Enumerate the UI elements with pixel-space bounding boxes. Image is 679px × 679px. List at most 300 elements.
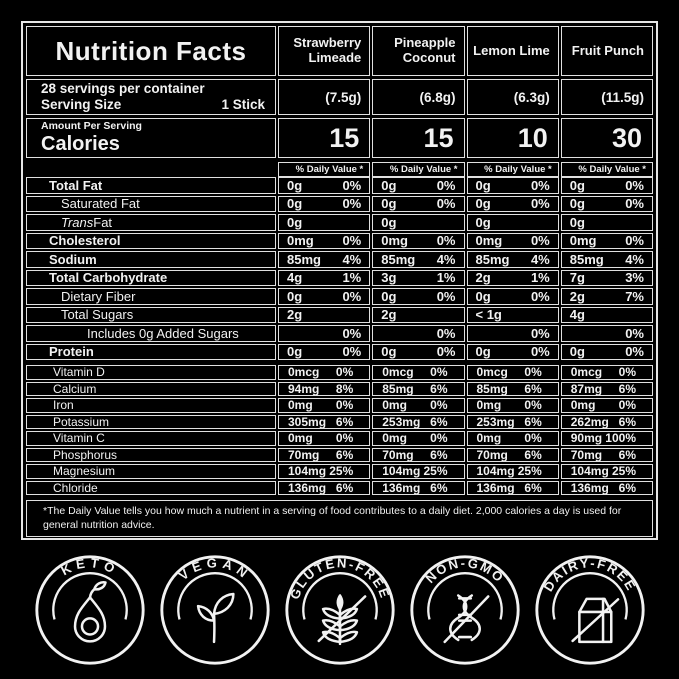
calories-value: 30	[561, 118, 653, 158]
vitamin-percent: 6%	[524, 381, 542, 396]
vitamin-amount: 136mg	[382, 480, 421, 495]
vitamin-value-cell	[372, 415, 464, 430]
vitamin-value-cell	[467, 464, 559, 479]
vitamin-row	[26, 431, 653, 446]
page-title: Nutrition Facts	[26, 26, 276, 76]
vitamin-rows	[26, 365, 653, 495]
vitamin-amount: 0mcg	[570, 365, 603, 380]
nutrient-value-cell	[278, 214, 370, 231]
nutrient-value-cell	[372, 177, 464, 194]
nutrient-value-cell	[278, 233, 370, 250]
nutrient-amount: 0g	[475, 344, 491, 360]
vitamin-percent: 0%	[430, 431, 448, 446]
nutrient-percent: 0%	[530, 288, 550, 304]
nutrient-amount: 0g	[381, 214, 397, 230]
nutrient-value-cell	[278, 288, 370, 305]
nutrient-percent: 1%	[342, 270, 362, 286]
nutrient-value-cell	[372, 196, 464, 213]
vitamin-percent: 6%	[618, 447, 636, 462]
nutrient-value-cell	[278, 177, 370, 194]
nutrient-amount: 0g	[287, 214, 303, 230]
nutrient-percent: 0%	[436, 233, 456, 249]
nutrient-amount: 0g	[475, 288, 491, 304]
vitamin-amount: 90mg	[570, 431, 603, 446]
vitamin-amount: 262mg	[570, 414, 609, 429]
vitamin-label-text: Phosphorus	[53, 447, 118, 462]
vitamin-amount: 104mg	[570, 464, 609, 479]
vitamin-label-text: Potassium	[53, 414, 110, 429]
nutrient-value-cell	[372, 307, 464, 324]
vitamin-row	[26, 464, 653, 479]
nutrient-percent: 0%	[530, 233, 550, 249]
nutrient-value-cell	[467, 307, 559, 324]
nutrient-amount: 85mg	[287, 251, 321, 267]
vitamin-label-text: Vitamin D	[53, 365, 105, 380]
vitamin-value-cell	[561, 382, 653, 397]
nutrient-label	[26, 233, 276, 250]
vitamin-label	[26, 382, 276, 397]
nutrient-value-cell	[467, 196, 559, 213]
nutrient-value-cell	[467, 251, 559, 268]
vitamin-amount: 0mg	[382, 431, 407, 446]
badge-label: NON-GMO	[421, 555, 508, 587]
nutrient-percent: 0%	[342, 196, 362, 212]
nutrient-amount: 85mg	[381, 251, 416, 267]
vitamin-label-text: Iron	[53, 398, 74, 413]
nutrient-amount: 0g	[569, 177, 585, 193]
nutrient-percent: 0%	[436, 325, 456, 341]
servings-per-container: 28 servings per container	[41, 80, 205, 96]
nutrient-label-text: Dietary Fiber	[61, 288, 136, 304]
vitamin-row	[26, 415, 653, 430]
vitamin-percent: 0%	[618, 365, 636, 380]
vitamin-percent: 25%	[611, 464, 636, 479]
serving-weight: (7.5g)	[278, 79, 370, 115]
calories-label: Calories	[41, 132, 120, 155]
nutrient-amount: 85mg	[475, 251, 510, 267]
amount-per-serving-label: Amount Per Serving	[41, 120, 142, 133]
nutrient-value-cell	[561, 196, 653, 213]
vitamin-percent: 6%	[618, 381, 636, 396]
nutrient-percent: 0%	[342, 288, 362, 304]
vitamin-percent: 0%	[335, 431, 354, 446]
wheat-icon	[318, 596, 364, 644]
nutrient-percent: 0%	[625, 344, 644, 360]
vitamin-percent: 6%	[335, 414, 354, 429]
nutrient-percent: 0%	[625, 233, 644, 249]
nutrient-value-cell	[467, 344, 559, 361]
nutrient-amount: < 1g	[475, 307, 502, 323]
daily-value-header: % Daily Value *	[467, 162, 559, 177]
vitamin-label	[26, 464, 276, 479]
nutrient-value-cell	[278, 196, 370, 213]
vitamin-percent: 25%	[329, 464, 354, 479]
nutrient-label	[26, 270, 276, 287]
nutrient-row	[26, 196, 653, 213]
vitamin-value-cell	[278, 481, 370, 496]
nutrient-label-text: Cholesterol	[49, 233, 121, 249]
nutrient-amount: 0g	[475, 214, 491, 230]
nutrient-value-cell	[278, 270, 370, 287]
nutrient-percent: 4%	[342, 251, 362, 267]
nutrient-label-text: Protein	[49, 344, 94, 360]
badge-label: GLUTEN-FREE	[286, 555, 393, 602]
vitamin-percent: 6%	[618, 480, 636, 495]
vitamin-percent: 8%	[335, 381, 354, 396]
nutrient-amount: 0g	[381, 288, 397, 304]
nutrient-percent: 0%	[625, 196, 644, 212]
vitamin-label	[26, 448, 276, 463]
vitamin-value-cell	[372, 382, 464, 397]
nutrient-amount: 0mg	[569, 233, 597, 249]
gluten-free-badge	[282, 552, 398, 668]
serving-weight: (11.5g)	[561, 79, 653, 115]
daily-value-footnote: *The Daily Value tells you how much a nutrient in a serving of food contributes to a daily diet. 2,000 calories a day is used for general nutrition advice.	[26, 500, 653, 537]
nutrient-percent: 0%	[625, 177, 644, 193]
vitamin-label	[26, 415, 276, 430]
daily-value-spacer	[26, 162, 276, 177]
non-gmo-badge	[407, 552, 523, 668]
vitamin-amount: 70mg	[288, 447, 320, 462]
sprout-icon	[198, 594, 233, 642]
flavor-header-lemon-lime: Lemon Lime	[467, 26, 559, 76]
daily-value-header: % Daily Value *	[561, 162, 653, 177]
vegan-badge	[157, 552, 273, 668]
badge-label: KETO	[57, 555, 122, 579]
flavor-header-pineapple-coconut: Pineapple Coconut	[372, 26, 464, 76]
nutrient-amount: 4g	[287, 270, 303, 286]
vitamin-amount: 253mg	[382, 414, 421, 429]
vitamin-label-text: Vitamin C	[53, 431, 105, 446]
nutrient-amount: 7g	[569, 270, 585, 286]
nutrient-value-cell	[278, 325, 370, 342]
nutrient-value-cell	[467, 214, 559, 231]
nutrient-amount: 2g	[569, 288, 585, 304]
vitamin-amount: 0mg	[476, 431, 502, 446]
nutrient-value-cell	[561, 233, 653, 250]
nutrient-amount: 0g	[475, 196, 491, 212]
nutrient-row	[26, 325, 653, 342]
vitamin-value-cell	[372, 448, 464, 463]
nutrient-amount: 0mg	[475, 233, 503, 249]
nutrient-value-cell	[372, 344, 464, 361]
nutrient-amount: 0g	[381, 177, 397, 193]
vitamin-amount: 0mg	[288, 398, 313, 413]
vitamin-amount: 0mg	[382, 398, 407, 413]
vitamin-value-cell	[467, 398, 559, 413]
vitamin-value-cell	[278, 448, 370, 463]
vitamin-label	[26, 481, 276, 496]
vitamin-value-cell	[372, 398, 464, 413]
nutrient-amount: 3g	[381, 270, 397, 286]
vitamin-amount: 0mg	[288, 431, 313, 446]
nutrient-percent: 0%	[436, 196, 456, 212]
header-row	[26, 26, 653, 76]
vitamin-percent: 25%	[517, 464, 542, 479]
nutrient-value-cell	[561, 177, 653, 194]
nutrient-value-cell	[561, 307, 653, 324]
nutrient-percent: 4%	[436, 251, 456, 267]
vitamin-label	[26, 398, 276, 413]
nutrient-row	[26, 251, 653, 268]
nutrient-percent: 0%	[530, 325, 550, 341]
nutrient-percent: 0%	[530, 177, 550, 193]
vitamin-amount: 85mg	[476, 381, 508, 396]
nutrient-value-cell	[278, 344, 370, 361]
calories-value: 15	[372, 118, 464, 158]
nutrient-row	[26, 344, 653, 361]
nutrient-percent: 4%	[625, 251, 644, 267]
nutrient-amount: 0g	[287, 344, 303, 360]
nutrient-percent: 0%	[625, 325, 644, 341]
vitamin-amount: 136mg	[570, 480, 609, 495]
nutrient-label-text: Total Carbohydrate	[49, 270, 168, 286]
vitamin-percent: 6%	[430, 447, 448, 462]
vitamin-amount: 0mcg	[476, 365, 508, 380]
serving-weight: (6.8g)	[372, 79, 464, 115]
nutrient-percent: 0%	[342, 325, 362, 341]
vitamin-value-cell	[278, 382, 370, 397]
vitamin-percent: 0%	[335, 398, 354, 413]
nutrient-label	[26, 307, 276, 324]
vitamin-value-cell	[561, 481, 653, 496]
badge-label: VEGAN	[175, 555, 254, 584]
nutrient-value-cell	[561, 344, 653, 361]
nutrient-percent: 0%	[342, 177, 362, 193]
nutrient-value-cell	[278, 251, 370, 268]
calories-value: 10	[467, 118, 559, 158]
nutrient-label-text: Saturated Fat	[61, 196, 140, 212]
dna-icon	[444, 596, 488, 642]
nutrient-label-text: Includes 0g Added Sugars	[87, 325, 239, 341]
vitamin-percent: 0%	[335, 365, 354, 380]
daily-value-header: % Daily Value *	[278, 162, 370, 177]
vitamin-value-cell	[372, 365, 464, 380]
vitamin-value-cell	[467, 415, 559, 430]
keto-badge	[32, 552, 148, 668]
vitamin-value-cell	[561, 464, 653, 479]
vitamin-percent: 6%	[618, 414, 636, 429]
vitamin-value-cell	[467, 481, 559, 496]
nutrient-label	[26, 344, 276, 361]
nutrient-percent: 0%	[530, 344, 550, 360]
nutrition-facts-panel	[21, 21, 658, 540]
vitamin-value-cell	[278, 431, 370, 446]
vitamin-label-text: Calcium	[53, 381, 97, 396]
vitamin-percent: 6%	[430, 381, 448, 396]
nutrient-row	[26, 307, 653, 324]
nutrient-label	[26, 177, 276, 194]
nutrient-value-cell	[467, 325, 559, 342]
nutrient-percent: 0%	[530, 196, 550, 212]
vitamin-percent: 25%	[423, 464, 448, 479]
vitamin-value-cell	[467, 382, 559, 397]
vitamin-value-cell	[278, 398, 370, 413]
nutrient-amount: 2g	[381, 307, 397, 323]
serving-weight: (6.3g)	[467, 79, 559, 115]
nutrient-amount: 2g	[475, 270, 491, 286]
serving-size-label: Serving Size	[41, 97, 122, 112]
vitamin-amount: 85mg	[382, 381, 414, 396]
vitamin-amount: 0mg	[476, 398, 502, 413]
milk-carton-icon	[572, 599, 617, 642]
vitamin-value-cell	[372, 464, 464, 479]
nutrient-row	[26, 270, 653, 287]
nutrient-amount: 0mg	[287, 233, 314, 249]
vitamin-label-text: Magnesium	[53, 464, 116, 479]
nutrient-value-cell	[372, 288, 464, 305]
nutrient-percent: 0%	[342, 233, 362, 249]
nutrient-rows	[26, 177, 653, 360]
calories-row	[26, 118, 653, 158]
nutrient-value-cell	[467, 270, 559, 287]
vitamin-amount: 104mg	[288, 464, 327, 479]
vitamin-row	[26, 382, 653, 397]
badge-label: DAIRY-FREE	[540, 555, 639, 595]
calories-value: 15	[278, 118, 370, 158]
nutrient-percent: 0%	[342, 344, 362, 360]
nutrient-amount: 0g	[287, 177, 303, 193]
vitamin-amount: 0mcg	[382, 365, 414, 380]
nutrient-value-cell	[467, 177, 559, 194]
footnote-row	[26, 500, 653, 537]
vitamin-percent: 0%	[524, 398, 542, 413]
vitamin-percent: 6%	[335, 480, 354, 495]
nutrient-row	[26, 288, 653, 305]
vitamin-amount: 70mg	[382, 447, 414, 462]
serving-size-cell	[26, 79, 276, 115]
nutrient-percent: 0%	[436, 344, 456, 360]
nutrient-amount: 0g	[569, 344, 585, 360]
vitamin-value-cell	[467, 365, 559, 380]
nutrient-value-cell	[561, 214, 653, 231]
nutrient-value-cell	[561, 251, 653, 268]
vitamin-amount: 305mg	[288, 414, 327, 429]
nutrient-label	[26, 325, 276, 342]
nutrient-row	[26, 233, 653, 250]
vitamin-percent: 0%	[430, 365, 448, 380]
daily-value-header-row	[26, 162, 653, 177]
vitamin-percent: 0%	[524, 365, 542, 380]
vitamin-value-cell	[561, 431, 653, 446]
nutrient-value-cell	[372, 214, 464, 231]
vitamin-row	[26, 365, 653, 380]
nutrient-amount: 0mg	[381, 233, 408, 249]
nutrient-value-cell	[372, 270, 464, 287]
vitamin-value-cell	[561, 448, 653, 463]
nutrient-amount: 4g	[569, 307, 585, 323]
vitamin-label	[26, 365, 276, 380]
nutrient-percent: 0%	[436, 288, 456, 304]
nutrient-amount: 0g	[287, 196, 303, 212]
vitamin-row	[26, 398, 653, 413]
vitamin-value-cell	[278, 464, 370, 479]
daily-value-header: % Daily Value *	[372, 162, 464, 177]
vitamin-label	[26, 431, 276, 446]
nutrient-amount: 0g	[381, 344, 397, 360]
vitamin-amount: 0mg	[570, 398, 596, 413]
avocado-icon	[75, 582, 105, 641]
nutrient-value-cell	[467, 233, 559, 250]
nutrient-value-cell	[561, 288, 653, 305]
nutrient-value-cell	[561, 270, 653, 287]
vitamin-value-cell	[561, 398, 653, 413]
certification-badges	[0, 552, 679, 668]
nutrient-amount: 0g	[287, 288, 303, 304]
nutrient-value-cell	[372, 251, 464, 268]
vitamin-amount: 104mg	[382, 464, 421, 479]
vitamin-percent: 6%	[430, 480, 448, 495]
nutrient-percent: 1%	[530, 270, 550, 286]
vitamin-row	[26, 481, 653, 496]
vitamin-value-cell	[467, 448, 559, 463]
nutrient-amount: 0g	[381, 196, 397, 212]
vitamin-percent: 6%	[430, 414, 448, 429]
dairy-free-badge	[532, 552, 648, 668]
vitamin-percent: 6%	[524, 447, 542, 462]
nutrient-label-text: Total Fat	[49, 177, 103, 193]
serving-row	[26, 79, 653, 115]
serving-size-value: 1 Stick	[221, 97, 265, 112]
nutrient-amount: 85mg	[569, 251, 604, 267]
nutrient-label	[26, 196, 276, 213]
vitamin-percent: 0%	[430, 398, 448, 413]
vitamin-amount: 136mg	[288, 480, 327, 495]
vitamin-amount: 70mg	[476, 447, 508, 462]
nutrient-amount: 0g	[569, 196, 585, 212]
vitamin-percent: 6%	[524, 414, 542, 429]
nutrient-value-cell	[561, 325, 653, 342]
vitamin-label-text: Chloride	[53, 480, 98, 495]
vitamin-amount: 253mg	[476, 414, 515, 429]
nutrient-percent: 1%	[436, 270, 456, 286]
vitamin-percent: 6%	[335, 447, 354, 462]
nutrient-label	[26, 214, 276, 231]
nutrient-value-cell	[467, 288, 559, 305]
vitamin-amount: 87mg	[570, 381, 603, 396]
vitamin-value-cell	[467, 431, 559, 446]
nutrient-amount: 0g	[475, 177, 491, 193]
vitamin-row	[26, 448, 653, 463]
vitamin-value-cell	[561, 365, 653, 380]
nutrient-percent: 7%	[625, 288, 644, 304]
nutrient-percent: 3%	[625, 270, 644, 286]
nutrient-amount: 0g	[569, 214, 585, 230]
vitamin-percent: 0%	[618, 398, 636, 413]
flavor-header-strawberry-limeade: Strawberry Limeade	[278, 26, 370, 76]
nutrient-value-cell	[372, 233, 464, 250]
vitamin-value-cell	[278, 365, 370, 380]
vitamin-amount: 0mcg	[288, 365, 320, 380]
nutrient-value-cell	[278, 307, 370, 324]
vitamin-amount: 104mg	[476, 464, 515, 479]
nutrient-label-text: Total Sugars	[61, 307, 134, 323]
vitamin-value-cell	[372, 431, 464, 446]
nutrient-label-italic: Trans	[61, 214, 94, 230]
vitamin-amount: 70mg	[570, 447, 603, 462]
vitamin-percent: 6%	[524, 480, 542, 495]
nutrient-label	[26, 251, 276, 268]
nutrient-label-text: Fat	[93, 214, 113, 230]
vitamin-percent: 0%	[524, 431, 542, 446]
nutrient-row	[26, 177, 653, 194]
nutrient-percent: 0%	[436, 177, 456, 193]
nutrient-label	[26, 288, 276, 305]
vitamin-value-cell	[372, 481, 464, 496]
flavor-header-fruit-punch: Fruit Punch	[561, 26, 653, 76]
nutrient-row	[26, 214, 653, 231]
nutrient-label-text: Sodium	[49, 251, 97, 267]
